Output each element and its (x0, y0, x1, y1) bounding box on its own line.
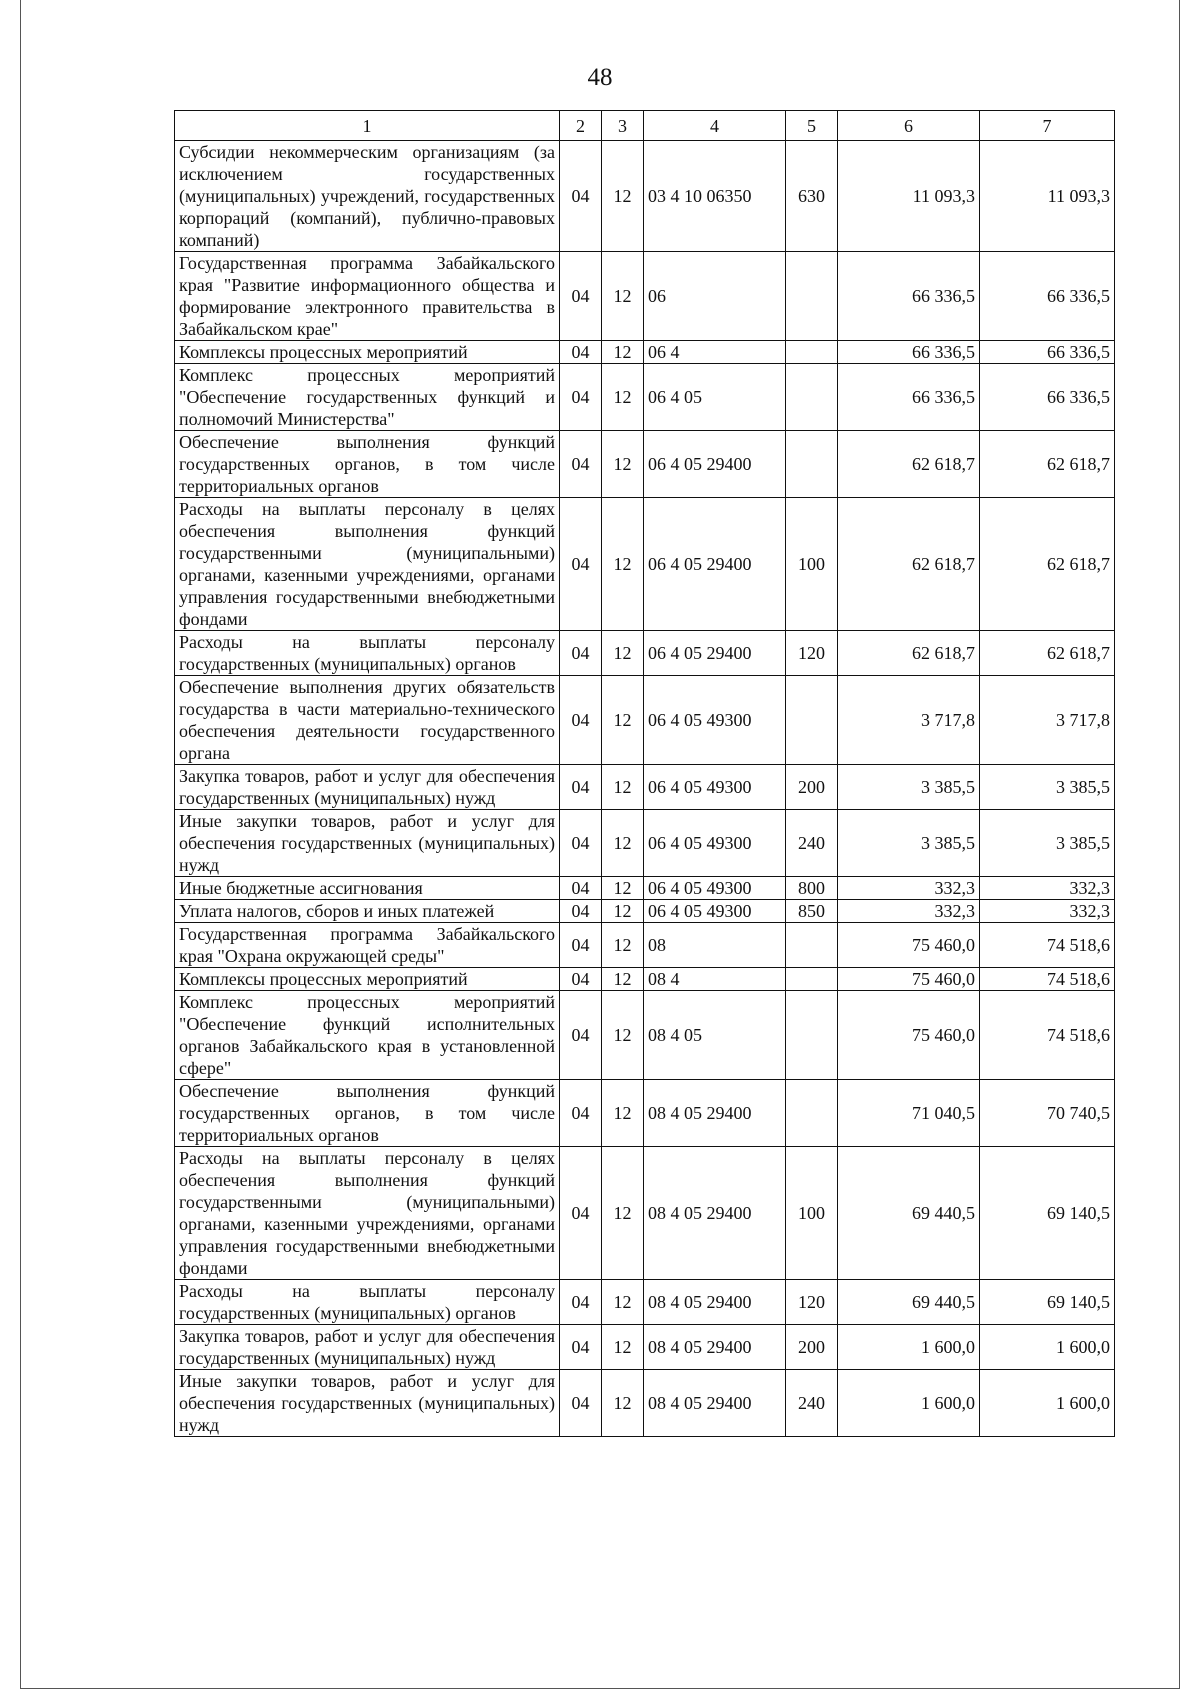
row-name-cell: Расходы на выплаты персоналу в целях обеспечения выполнения функций государственными (муниципальными) органами, казенными учреждениями, органами управления государственными внебюджетными фондами (175, 1147, 560, 1280)
amount-cell-year1: 69 440,5 (838, 1280, 980, 1325)
table-row (175, 765, 1115, 810)
page-number: 48 (587, 64, 613, 91)
row-name-cell: Расходы на выплаты персоналу государственных (муниципальных) органов (175, 1280, 560, 1325)
amount-cell-year2: 69 140,5 (980, 1147, 1115, 1280)
table-row (175, 364, 1115, 431)
amount-cell-year2: 62 618,7 (980, 431, 1115, 498)
subsection-code-cell: 12 (602, 991, 644, 1080)
column-header: 7 (980, 111, 1115, 141)
amount-cell-year2: 3 385,5 (980, 810, 1115, 877)
expense-type-cell (786, 968, 838, 991)
header-row (175, 111, 1115, 141)
column-header: 4 (644, 111, 786, 141)
row-name-cell: Субсидии некоммерческим организациям (за исключением государственных (муниципальных) учреждений, государственных корпораций (компаний), публично-правовых компаний) (175, 141, 560, 252)
target-article-cell: 06 4 05 29400 (644, 631, 786, 676)
table-row (175, 923, 1115, 968)
expense-type-cell (786, 676, 838, 765)
table-row (175, 676, 1115, 765)
target-article-cell: 08 (644, 923, 786, 968)
amount-cell-year2: 66 336,5 (980, 364, 1115, 431)
column-header: 2 (560, 111, 602, 141)
expense-type-cell: 630 (786, 141, 838, 252)
row-name-cell: Государственная программа Забайкальского края "Развитие информационного общества и формирование электронного правительства в Забайкальском крае" (175, 252, 560, 341)
subsection-code-cell: 12 (602, 252, 644, 341)
section-code-cell: 04 (560, 991, 602, 1080)
subsection-code-cell: 12 (602, 364, 644, 431)
budget-table (174, 110, 1115, 1437)
amount-cell-year1: 11 093,3 (838, 141, 980, 252)
target-article-cell: 06 4 05 49300 (644, 900, 786, 923)
target-article-cell: 08 4 05 29400 (644, 1080, 786, 1147)
target-article-cell: 03 4 10 06350 (644, 141, 786, 252)
section-code-cell: 04 (560, 364, 602, 431)
amount-cell-year2: 70 740,5 (980, 1080, 1115, 1147)
amount-cell-year2: 74 518,6 (980, 991, 1115, 1080)
amount-cell-year2: 74 518,6 (980, 923, 1115, 968)
amount-cell-year1: 3 385,5 (838, 765, 980, 810)
amount-cell-year2: 66 336,5 (980, 252, 1115, 341)
section-code-cell: 04 (560, 341, 602, 364)
section-code-cell: 04 (560, 968, 602, 991)
row-name-cell: Комплексы процессных мероприятий (175, 968, 560, 991)
subsection-code-cell: 12 (602, 1147, 644, 1280)
subsection-code-cell: 12 (602, 431, 644, 498)
amount-cell-year1: 75 460,0 (838, 968, 980, 991)
target-article-cell: 06 4 05 49300 (644, 810, 786, 877)
expense-type-cell (786, 431, 838, 498)
amount-cell-year1: 66 336,5 (838, 364, 980, 431)
table-row (175, 341, 1115, 364)
target-article-cell: 06 4 05 (644, 364, 786, 431)
expense-type-cell (786, 991, 838, 1080)
table-row (175, 141, 1115, 252)
table-row (175, 1370, 1115, 1437)
amount-cell-year1: 62 618,7 (838, 631, 980, 676)
row-name-cell: Уплата налогов, сборов и иных платежей (175, 900, 560, 923)
target-article-cell: 06 4 05 29400 (644, 498, 786, 631)
column-header: 3 (602, 111, 644, 141)
target-article-cell: 08 4 05 29400 (644, 1370, 786, 1437)
amount-cell-year1: 3 385,5 (838, 810, 980, 877)
subsection-code-cell: 12 (602, 900, 644, 923)
row-name-cell: Иные закупки товаров, работ и услуг для обеспечения государственных (муниципальных) нужд (175, 1370, 560, 1437)
target-article-cell: 06 4 05 49300 (644, 765, 786, 810)
subsection-code-cell: 12 (602, 631, 644, 676)
amount-cell-year1: 75 460,0 (838, 923, 980, 968)
amount-cell-year2: 74 518,6 (980, 968, 1115, 991)
table-row (175, 498, 1115, 631)
table-row (175, 900, 1115, 923)
amount-cell-year1: 62 618,7 (838, 498, 980, 631)
amount-cell-year1: 75 460,0 (838, 991, 980, 1080)
target-article-cell: 08 4 (644, 968, 786, 991)
amount-cell-year1: 332,3 (838, 900, 980, 923)
row-name-cell: Закупка товаров, работ и услуг для обеспечения государственных (муниципальных) нужд (175, 765, 560, 810)
table-row (175, 1080, 1115, 1147)
amount-cell-year2: 69 140,5 (980, 1280, 1115, 1325)
column-header: 1 (175, 111, 560, 141)
section-code-cell: 04 (560, 431, 602, 498)
expense-type-cell: 850 (786, 900, 838, 923)
row-name-cell: Обеспечение выполнения функций государственных органов, в том числе территориальных органов (175, 431, 560, 498)
section-code-cell: 04 (560, 1280, 602, 1325)
amount-cell-year2: 332,3 (980, 877, 1115, 900)
amount-cell-year1: 62 618,7 (838, 431, 980, 498)
row-name-cell: Обеспечение выполнения функций государственных органов, в том числе территориальных органов (175, 1080, 560, 1147)
expense-type-cell: 200 (786, 1325, 838, 1370)
subsection-code-cell: 12 (602, 141, 644, 252)
table-row (175, 1147, 1115, 1280)
amount-cell-year1: 66 336,5 (838, 341, 980, 364)
amount-cell-year1: 332,3 (838, 877, 980, 900)
section-code-cell: 04 (560, 765, 602, 810)
expense-type-cell: 120 (786, 1280, 838, 1325)
subsection-code-cell: 12 (602, 1370, 644, 1437)
amount-cell-year2: 332,3 (980, 900, 1115, 923)
target-article-cell: 06 4 05 29400 (644, 431, 786, 498)
table-row (175, 1325, 1115, 1370)
table-row (175, 877, 1115, 900)
amount-cell-year2: 3 385,5 (980, 765, 1115, 810)
row-name-cell: Комплексы процессных мероприятий (175, 341, 560, 364)
expense-type-cell: 240 (786, 810, 838, 877)
row-name-cell: Расходы на выплаты персоналу государственных (муниципальных) органов (175, 631, 560, 676)
amount-cell-year1: 1 600,0 (838, 1370, 980, 1437)
amount-cell-year2: 1 600,0 (980, 1370, 1115, 1437)
table-row (175, 252, 1115, 341)
subsection-code-cell: 12 (602, 676, 644, 765)
expense-type-cell: 800 (786, 877, 838, 900)
column-header: 6 (838, 111, 980, 141)
amount-cell-year2: 1 600,0 (980, 1325, 1115, 1370)
subsection-code-cell: 12 (602, 1325, 644, 1370)
amount-cell-year2: 11 093,3 (980, 141, 1115, 252)
section-code-cell: 04 (560, 1080, 602, 1147)
subsection-code-cell: 12 (602, 1280, 644, 1325)
expense-type-cell: 120 (786, 631, 838, 676)
subsection-code-cell: 12 (602, 810, 644, 877)
section-code-cell: 04 (560, 141, 602, 252)
section-code-cell: 04 (560, 900, 602, 923)
target-article-cell: 06 4 (644, 341, 786, 364)
section-code-cell: 04 (560, 676, 602, 765)
row-name-cell: Комплекс процессных мероприятий "Обеспечение государственных функций и полномочий Министерства" (175, 364, 560, 431)
section-code-cell: 04 (560, 923, 602, 968)
section-code-cell: 04 (560, 498, 602, 631)
amount-cell-year2: 66 336,5 (980, 341, 1115, 364)
subsection-code-cell: 12 (602, 877, 644, 900)
table-row (175, 1280, 1115, 1325)
section-code-cell: 04 (560, 1147, 602, 1280)
amount-cell-year2: 62 618,7 (980, 498, 1115, 631)
expense-type-cell (786, 252, 838, 341)
subsection-code-cell: 12 (602, 341, 644, 364)
section-code-cell: 04 (560, 1325, 602, 1370)
table-row (175, 991, 1115, 1080)
column-header: 5 (786, 111, 838, 141)
amount-cell-year1: 66 336,5 (838, 252, 980, 341)
expense-type-cell (786, 923, 838, 968)
amount-cell-year1: 3 717,8 (838, 676, 980, 765)
amount-cell-year1: 1 600,0 (838, 1325, 980, 1370)
target-article-cell: 06 (644, 252, 786, 341)
expense-type-cell: 100 (786, 498, 838, 631)
target-article-cell: 08 4 05 29400 (644, 1147, 786, 1280)
subsection-code-cell: 12 (602, 923, 644, 968)
expense-type-cell: 240 (786, 1370, 838, 1437)
table-row (175, 631, 1115, 676)
expense-type-cell (786, 364, 838, 431)
section-code-cell: 04 (560, 877, 602, 900)
section-code-cell: 04 (560, 252, 602, 341)
target-article-cell: 06 4 05 49300 (644, 877, 786, 900)
row-name-cell: Иные бюджетные ассигнования (175, 877, 560, 900)
row-name-cell: Закупка товаров, работ и услуг для обеспечения государственных (муниципальных) нужд (175, 1325, 560, 1370)
row-name-cell: Иные закупки товаров, работ и услуг для обеспечения государственных (муниципальных) нужд (175, 810, 560, 877)
expense-type-cell (786, 341, 838, 364)
row-name-cell: Государственная программа Забайкальского края "Охрана окружающей среды" (175, 923, 560, 968)
subsection-code-cell: 12 (602, 968, 644, 991)
amount-cell-year1: 69 440,5 (838, 1147, 980, 1280)
subsection-code-cell: 12 (602, 1080, 644, 1147)
table-row (175, 968, 1115, 991)
section-code-cell: 04 (560, 1370, 602, 1437)
row-name-cell: Обеспечение выполнения других обязательств государства в части материально-технического обеспечения деятельности государственного органа (175, 676, 560, 765)
amount-cell-year2: 62 618,7 (980, 631, 1115, 676)
amount-cell-year1: 71 040,5 (838, 1080, 980, 1147)
subsection-code-cell: 12 (602, 498, 644, 631)
expense-type-cell: 200 (786, 765, 838, 810)
expense-type-cell (786, 1080, 838, 1147)
target-article-cell: 08 4 05 (644, 991, 786, 1080)
row-name-cell: Расходы на выплаты персоналу в целях обеспечения выполнения функций государственными (муниципальными) органами, казенными учреждениями, органами управления государственными внебюджетными фондами (175, 498, 560, 631)
table-row (175, 810, 1115, 877)
subsection-code-cell: 12 (602, 765, 644, 810)
expense-type-cell: 100 (786, 1147, 838, 1280)
target-article-cell: 06 4 05 49300 (644, 676, 786, 765)
target-article-cell: 08 4 05 29400 (644, 1280, 786, 1325)
amount-cell-year2: 3 717,8 (980, 676, 1115, 765)
target-article-cell: 08 4 05 29400 (644, 1325, 786, 1370)
section-code-cell: 04 (560, 631, 602, 676)
section-code-cell: 04 (560, 810, 602, 877)
row-name-cell: Комплекс процессных мероприятий "Обеспечение функций исполнительных органов Забайкальского края в установленной сфере" (175, 991, 560, 1080)
table-row (175, 431, 1115, 498)
